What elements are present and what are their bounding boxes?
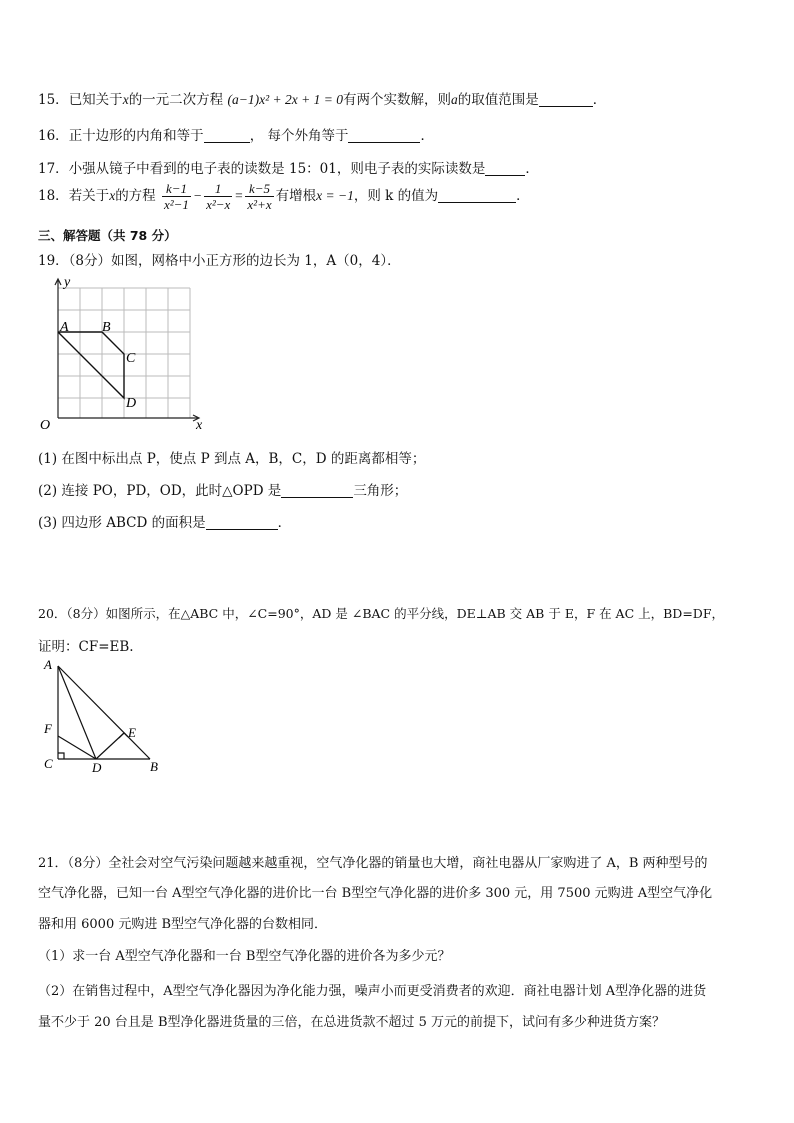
question-15: 15．已知关于x的一元二次方程 (a−1)x² + 2x + 1 = 0有两个实数解，则a的取值范围是 ． — [38, 92, 607, 108]
grid-figure — [38, 276, 208, 434]
question-17: 17．小强从镜子中看到的电子表的读数是 15：01，则电子表的实际读数是 ． — [38, 161, 539, 177]
q19-part1: (1) 在图中标出点 P，使点 P 到点 A，B，C，D 的距离都相等； — [38, 451, 426, 467]
point-a-label: A — [60, 320, 69, 335]
triangle-figure — [38, 658, 170, 776]
q21-part2a: （2）在销售过程中，A型空气净化器因为净化能力强，噪声小而更受消费者的欢迎．商社电器计划 A型净化器的进货 — [38, 984, 707, 999]
fraction: $\frac{k-1}{\text{x²−1}}$ — [163, 181, 189, 212]
point-c-label: C — [126, 351, 136, 366]
answer-blank[interactable] — [539, 92, 593, 107]
y-axis-label: y — [64, 276, 71, 290]
point-a-label: A — [44, 658, 52, 672]
question-number: 17． — [38, 161, 69, 177]
answer-blank[interactable] — [485, 161, 525, 176]
question-20-line2: 证明：CF=EB. — [38, 639, 134, 655]
point-b-label: B — [150, 759, 158, 774]
point-b-label: B — [102, 320, 111, 335]
q19-part3: (3) 四边形 ABCD 的面积是 ． — [38, 515, 292, 531]
point-d-label: D — [92, 760, 102, 775]
point-c-label: C — [44, 756, 53, 771]
question-number: 15． — [38, 92, 69, 108]
question-21-line2: 空气净化器，已知一台 A型空气净化器的进价比一台 B型空气净化器的进价多 300 元，用 7500 元购进 A型空气净化 — [38, 886, 713, 901]
question-number: 16． — [38, 128, 69, 144]
question-number: 18． — [38, 188, 69, 204]
quadrilateral-abcd — [58, 332, 124, 398]
question-18: 18．若关于x的方程 $\frac{k-1}{\text{x²−1}}$ − $\frac{1}{\text{x²−x}}$ = $\frac{k-5}{\text{x²+x}}$ 有增根x = −1，则 k 的值为 ． — [38, 181, 530, 212]
question-21-line3: 器和用 6000 元购进 B型空气净化器的台数相同． — [38, 917, 328, 932]
q19-part2: (2) 连接 PO，PD，OD，此时△OPD 是 三角形； — [38, 483, 408, 499]
question-21-line1: 21．（8分）全社会对空气污染问题越来越重视，空气净化器的销量也大增，商社电器从厂家购进了 A，B 两种型号的 — [38, 856, 708, 871]
question-19-title: 19．（8分）如图，网格中小正方形的边长为 1，A（0，4）． — [38, 253, 401, 269]
section-heading: 三、解答题（共 78 分） — [38, 228, 177, 243]
point-e-label: E — [128, 725, 136, 740]
point-f-label: F — [44, 721, 52, 736]
equation: (a−1)x² + 2x + 1 = 0 — [227, 92, 343, 107]
point-d-label: D — [126, 396, 137, 411]
question-16: 16．正十边形的内角和等于 ， 每个外角等于 ． — [38, 128, 434, 144]
q21-part1: （1）求一台 A型空气净化器和一台 B型空气净化器的进价各为多少元？ — [38, 949, 451, 964]
origin-label: O — [40, 418, 51, 433]
q21-part2b: 量不少于 20 台且是 B型净化器进货量的三倍，在总进货款不超过 5 万元的前提下，试问有多少种进货方案？ — [38, 1015, 666, 1030]
question-20-line1: 20．（8分）如图所示，在△ABC 中，∠C=90°，AD 是 ∠BAC 的平分线，DE⊥AB 交 AB 于 E，F 在 AC 上，BD=DF， — [38, 606, 724, 621]
fraction: $\frac{1}{\text{x²−x}}$ — [206, 181, 231, 212]
answer-blank[interactable] — [204, 128, 250, 143]
answer-blank[interactable] — [206, 515, 278, 530]
answer-blank[interactable] — [281, 483, 353, 498]
answer-blank[interactable] — [438, 188, 516, 203]
fraction: $\frac{k-5}{\text{x²+x}}$ — [247, 181, 272, 212]
x-axis-label: x — [196, 418, 203, 433]
answer-blank[interactable] — [348, 128, 420, 143]
